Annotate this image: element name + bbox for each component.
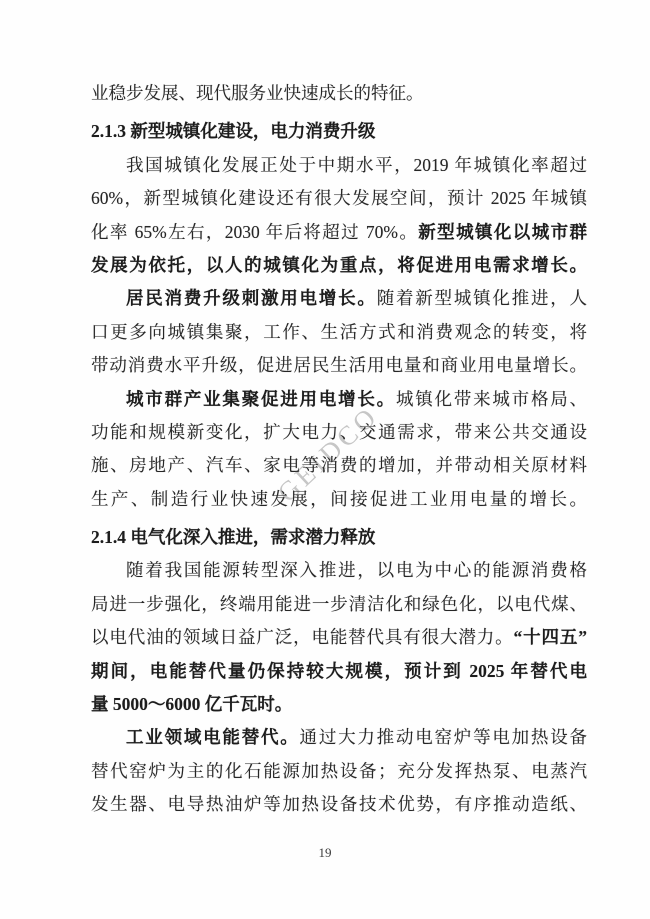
text-segment: 化率 65%左右，2030 年后将超过 70%。 xyxy=(91,221,419,242)
text-segment: 城镇化带来城市格局、 xyxy=(395,388,588,409)
text-line xyxy=(91,688,587,721)
text-line xyxy=(91,655,587,688)
text-line xyxy=(91,282,587,315)
document-body xyxy=(91,77,587,822)
section-heading xyxy=(91,115,587,148)
bold-text-segment: 工业领域电能替代。 xyxy=(126,727,300,748)
text-segment: 施、房地产、汽车、家电等消费的增加，并带动相关原材料 xyxy=(91,455,587,476)
text-segment: 功能和规模新变化，扩大电力、交通需求，带来公共交通设 xyxy=(91,421,587,442)
text-line xyxy=(91,249,587,282)
text-line xyxy=(91,383,587,416)
bold-text-segment: 发展为依托，以人的城镇化为重点，将促进用电需求增长。 xyxy=(91,254,587,275)
text-segment: 发生器、电导热油炉等加热设备技术优势，有序推动造纸、 xyxy=(91,794,587,815)
text-line xyxy=(91,449,587,482)
bold-text-segment: 量 5000～6000 亿千瓦时。 xyxy=(91,694,293,715)
text-segment: 以电代油的领域日益广泛，电能替代具有很大潜力。 xyxy=(91,627,514,648)
text-line xyxy=(91,149,587,182)
text-segment: 我国城镇化发展正处于中期水平，2019 年城镇化率超过 xyxy=(126,154,587,175)
bold-text-segment: 2.1.3 新型城镇化建设，电力消费升级 xyxy=(91,121,376,142)
text-line xyxy=(91,755,587,788)
section-heading xyxy=(91,521,587,554)
text-segment: 60%，新型城镇化建设还有很大发展空间，预计 2025 年城镇 xyxy=(91,188,587,209)
text-line xyxy=(91,216,587,249)
text-line xyxy=(91,416,587,449)
bold-text-segment: 城市群产业集聚促进用电增长。 xyxy=(126,388,396,409)
text-line xyxy=(91,77,587,110)
text-segment: 局进一步强化，终端用能进一步清洁化和绿色化，以电代煤、 xyxy=(91,593,587,614)
bold-text-segment: 期间，电能替代量仍保持较大规模，预计到 2025 年替代电 xyxy=(91,660,587,681)
text-segment: 口更多向城镇集聚，工作、生活方式和消费观念的转变，将 xyxy=(91,321,587,342)
bold-text-segment: “十四五” xyxy=(513,627,588,648)
text-segment: 业稳步发展、现代服务业快速成长的特征。 xyxy=(91,83,424,103)
text-segment: 通过大力推动电窑炉等电加热设备 xyxy=(299,727,588,748)
text-line xyxy=(91,554,587,587)
text-line xyxy=(91,316,587,349)
text-line xyxy=(91,588,587,621)
text-line xyxy=(91,349,587,382)
text-line xyxy=(91,721,587,754)
text-line xyxy=(91,788,587,821)
bold-text-segment: 2.1.4 电气化深入推进，需求潜力释放 xyxy=(91,527,376,548)
text-segment: 随着我国能源转型深入推进，以电为中心的能源消费格 xyxy=(126,560,587,581)
watermark: GEIDCO xyxy=(271,400,385,508)
text-line xyxy=(91,182,587,215)
text-line xyxy=(91,621,587,654)
bold-text-segment: 新型城镇化以城市群 xyxy=(418,221,588,242)
bold-text-segment: 居民消费升级刺激用电增长。 xyxy=(126,288,377,309)
text-segment: 随着新型城镇化推进，人 xyxy=(376,288,588,309)
text-segment: 带动消费水平升级，促进居民生活用电量和商业用电量增长。 xyxy=(91,355,587,376)
page-number: 19 xyxy=(318,845,332,860)
text-segment: 替代窑炉为主的化石能源加热设备；充分发挥热泵、电蒸汽 xyxy=(91,760,587,781)
text-line xyxy=(91,483,587,516)
text-segment: 生产、制造行业快速发展，间接促进工业用电量的增长。 xyxy=(91,488,587,509)
